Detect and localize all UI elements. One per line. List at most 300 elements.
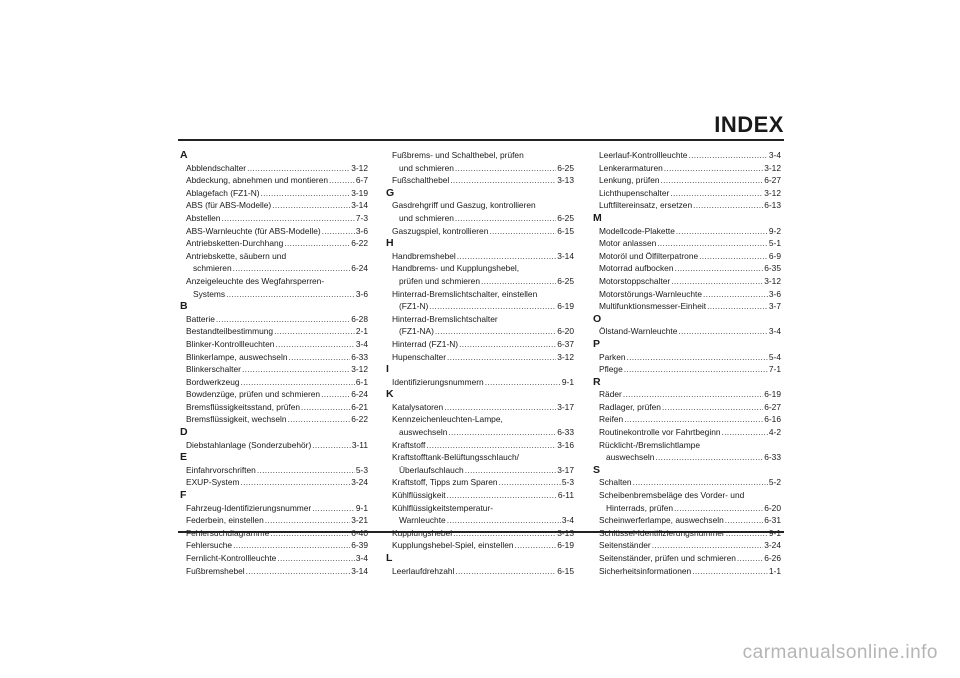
index-entry — [386, 539, 574, 552]
entry-page-number: 6-20 — [557, 326, 574, 337]
index-entry — [593, 300, 781, 313]
index-entry — [386, 464, 574, 477]
entry-term: und schmieren — [392, 212, 454, 223]
dot-leader — [661, 174, 764, 187]
index-entry — [593, 363, 781, 376]
dot-leader — [233, 539, 350, 552]
entry-term: Überlaufschlauch — [392, 464, 464, 475]
index-letter-heading: D — [180, 426, 188, 439]
dot-leader — [429, 300, 556, 313]
entry-term: Einfahrvorschriften — [186, 464, 256, 475]
index-letter-heading: S — [593, 463, 601, 476]
index-entry-line: Kraftstofftank-Belüftungsschlauch/ — [392, 452, 519, 463]
dot-leader — [241, 376, 355, 389]
dot-leader — [226, 288, 355, 301]
index-entry-line: Antriebskette, säubern und — [186, 250, 287, 261]
entry-term: Lenkerarmaturen — [599, 162, 663, 173]
index-entry-line: Handbrems- und Kupplungshebel, — [392, 263, 520, 274]
dot-leader — [678, 325, 768, 338]
dot-leader — [699, 250, 768, 263]
index-entry — [386, 325, 574, 338]
index-entry — [180, 199, 368, 212]
index-entry — [593, 325, 781, 338]
index-entry — [386, 489, 574, 502]
entry-page-number: 6-22 — [351, 414, 368, 425]
dot-leader — [221, 212, 354, 225]
dot-leader — [485, 376, 561, 389]
index-entry — [593, 413, 781, 426]
entry-page-number: 6-19 — [764, 389, 781, 400]
index-entry — [180, 313, 368, 326]
index-entry-line: Gasdrehgriff und Gaszug, kontrollieren — [392, 200, 536, 211]
entry-page-number: 6-13 — [764, 200, 781, 211]
entry-page-number: 6-22 — [351, 238, 368, 249]
index-entry — [386, 527, 574, 540]
entry-term: Federbein, einstellen — [186, 515, 264, 526]
index-entry-line: Anzeigeleuchte des Wegfahrsperren- — [186, 275, 325, 286]
entry-term: Motor anlassen — [599, 238, 657, 249]
dot-leader — [671, 275, 763, 288]
entry-term: Bremsflüssigkeit, wechseln — [186, 414, 287, 425]
entry-page-number: 9-1 — [355, 502, 368, 513]
index-letter-heading: L — [386, 552, 393, 564]
index-entry — [593, 275, 781, 288]
dot-leader — [726, 527, 768, 540]
dot-leader — [233, 262, 351, 275]
entry-term — [599, 527, 725, 540]
index-entry — [386, 565, 574, 578]
entry-term: Leerlauf-Kontrollleuchte — [599, 150, 688, 160]
index-entry — [593, 514, 781, 527]
dot-leader — [242, 363, 350, 376]
watermark: carmanualsonline.info — [742, 642, 938, 663]
entry-page-number: 3-4 — [561, 515, 574, 526]
index-entry — [593, 288, 781, 301]
index-column-3 — [593, 149, 781, 577]
entry-term: Bordwerkzeug — [186, 376, 240, 387]
index-entry — [593, 149, 781, 162]
entry-term: Luftfiltereinsatz, ersetzen — [599, 200, 693, 211]
entry-term: Gaszugspiel, kontrollieren — [392, 225, 489, 236]
index-entry — [593, 174, 781, 187]
dot-leader — [241, 476, 351, 489]
dot-leader — [447, 514, 561, 527]
index-entry — [180, 539, 368, 552]
index-entry — [593, 262, 781, 275]
entry-page-number: 3-17 — [557, 464, 574, 475]
index-entry — [180, 413, 368, 426]
entry-page-number: 6-16 — [764, 414, 781, 425]
index-entry — [386, 225, 574, 238]
index-entry — [593, 250, 781, 263]
index-letter-heading: I — [386, 363, 389, 376]
index-entry — [593, 187, 781, 200]
entry-term: prüfen und schmieren — [392, 275, 480, 286]
index-letter-heading: K — [386, 388, 394, 401]
entry-term: Ölstand-Warnleuchte — [599, 326, 678, 337]
entry-term — [392, 527, 452, 540]
dot-leader — [627, 351, 768, 364]
index-entry-line: Hinterrad-Bremslichtschalter — [392, 313, 498, 324]
entry-term: Antriebsketten-Durchhang — [186, 238, 284, 249]
index-entry-line: Kühlflüssigkeitstemperatur- — [392, 502, 494, 513]
entry-page-number: 6-20 — [764, 502, 781, 513]
entry-page-number: 5-2 — [768, 477, 781, 488]
dot-leader — [707, 300, 768, 313]
dot-leader — [272, 199, 350, 212]
entry-term: Routinekontrolle vor Fahrtbeginn — [599, 427, 721, 438]
entry-term: Katalysatoren — [392, 401, 444, 412]
entry-page-number: 6-19 — [557, 540, 574, 551]
dot-leader — [499, 476, 561, 489]
dot-leader — [481, 275, 556, 288]
index-entry — [386, 439, 574, 452]
dot-leader — [692, 565, 768, 578]
dot-leader — [275, 338, 354, 351]
dot-leader — [301, 401, 350, 414]
index-entry — [593, 565, 781, 578]
entry-term: Parken — [599, 351, 626, 362]
index-entry — [386, 476, 574, 489]
entry-term: Sicherheitsinformationen — [599, 565, 692, 576]
entry-page-number: 3-6 — [768, 288, 781, 299]
entry-term: Fernlicht-Kontrollleuchte — [186, 553, 277, 563]
dot-leader — [652, 539, 764, 552]
dot-leader — [288, 413, 351, 426]
index-entry — [180, 376, 368, 389]
entry-page-number: 3-4 — [768, 150, 781, 160]
entry-term: Identifizierungsnummern — [392, 376, 484, 387]
entry-page-number: 3-17 — [557, 401, 574, 412]
entry-term: Hinterrad (FZ1-N) — [392, 338, 459, 349]
entry-term: Blinker-Kontrollleuchten — [186, 338, 275, 349]
index-entry — [180, 325, 368, 338]
entry-page-number: 3-6 — [355, 225, 368, 236]
entry-term: Bestandteilbestimmung — [186, 326, 274, 337]
entry-term: Lenkung, prüfen — [599, 175, 660, 186]
dot-leader — [459, 338, 556, 351]
index-entry — [180, 262, 368, 275]
index-entry — [386, 338, 574, 351]
index-entry — [180, 351, 368, 364]
index-entry — [593, 162, 781, 175]
dot-leader — [489, 225, 556, 238]
dot-leader — [321, 388, 350, 401]
page-title: INDEX — [714, 112, 784, 137]
entry-page-number: 1-1 — [768, 565, 781, 576]
dot-leader — [693, 199, 763, 212]
index-entry — [386, 162, 574, 175]
entry-page-number: 3-12 — [557, 351, 574, 362]
dot-leader — [261, 187, 351, 200]
entry-page-number: 3-24 — [351, 477, 368, 488]
dot-leader — [257, 464, 355, 477]
entry-page-number: 5-1 — [768, 238, 781, 249]
dot-leader — [455, 212, 556, 225]
index-entry — [180, 401, 368, 414]
entry-page-number: 6-7 — [355, 175, 368, 186]
entry-page-number: 3-12 — [764, 275, 781, 286]
entry-term: Motorstoppschalter — [599, 275, 671, 286]
entry-page-number: 6-26 — [764, 553, 781, 563]
dot-leader — [455, 162, 556, 175]
index-entry — [593, 552, 781, 565]
top-rule — [178, 139, 784, 141]
entry-page-number: 6-19 — [557, 301, 574, 312]
index-entry — [593, 237, 781, 250]
dot-leader — [674, 502, 763, 515]
entry-term: Blinkerlampe, auswechseln — [186, 351, 288, 362]
entry-term: Räder — [599, 389, 622, 400]
entry-term: Leerlaufdrehzahl — [392, 565, 455, 576]
index-entry — [386, 275, 574, 288]
entry-page-number: 2-1 — [355, 326, 368, 337]
bottom-rule — [178, 531, 784, 533]
dot-leader — [329, 174, 355, 187]
dot-leader — [447, 489, 557, 502]
dot-leader — [457, 250, 556, 263]
entry-term: Fahrzeug-Identifizierungsnummer — [186, 502, 312, 513]
index-entry — [593, 502, 781, 515]
entry-term: Modellcode-Plakette — [599, 225, 675, 236]
index-entry — [180, 162, 368, 175]
entry-page-number — [557, 527, 574, 540]
entry-term: Fußschalthebel — [392, 175, 450, 186]
entry-page-number: 9-2 — [768, 225, 781, 236]
entry-page-number: 6-31 — [764, 515, 781, 526]
entry-page-number: 6-11 — [557, 490, 574, 501]
index-entry — [180, 363, 368, 376]
entry-page-number: 3-7 — [768, 301, 781, 312]
entry-page-number: 6-9 — [768, 250, 781, 261]
index-entry — [593, 225, 781, 238]
entry-page-number: 6-33 — [557, 427, 574, 438]
index-entry — [593, 539, 781, 552]
entry-page-number: 6-33 — [764, 452, 781, 463]
index-entry — [386, 426, 574, 439]
entry-page-number: 7-1 — [768, 364, 781, 375]
dot-leader — [737, 552, 763, 565]
entry-term: Motoröl und Ölfilterpatrone — [599, 250, 699, 261]
index-entry — [180, 212, 368, 225]
dot-leader — [450, 174, 556, 187]
entry-term — [186, 527, 269, 540]
entry-term: schmieren — [186, 263, 232, 274]
dot-leader — [662, 401, 763, 414]
dot-leader — [624, 413, 763, 426]
entry-page-number: 6-21 — [351, 401, 368, 412]
index-letter-heading: P — [593, 337, 601, 350]
dot-leader — [664, 162, 763, 175]
index-letter-heading: A — [180, 149, 188, 161]
index-entry — [180, 527, 368, 540]
index-entry — [593, 401, 781, 414]
entry-term: Hupenschalter — [392, 351, 447, 362]
index-entry — [386, 250, 574, 263]
entry-page-number: 3-14 — [557, 250, 574, 261]
entry-page-number: 5-3 — [355, 464, 368, 475]
entry-term: auswechseln — [599, 452, 655, 463]
entry-page-number: 5-4 — [768, 351, 781, 362]
entry-term: Batterie — [186, 313, 215, 324]
index-entry-line: Hinterrad-Bremslichtschalter, einstellen — [392, 288, 538, 299]
entry-page-number: 6-27 — [764, 401, 781, 412]
index-entry — [180, 439, 368, 452]
index-letter-heading: O — [593, 312, 602, 325]
index-letter-heading: B — [180, 300, 188, 313]
entry-term: ABS-Warnleuchte (für ABS-Modelle) — [186, 225, 321, 236]
entry-term: (FZ1-NA) — [392, 326, 434, 337]
entry-page-number: 4-2 — [768, 427, 781, 438]
entry-term: Radlager, prüfen — [599, 401, 661, 412]
dot-leader — [725, 514, 763, 527]
dot-leader — [448, 426, 556, 439]
entry-page-number — [351, 527, 368, 540]
index-entry — [386, 514, 574, 527]
dot-leader — [688, 149, 767, 162]
index-entry — [593, 199, 781, 212]
dot-leader — [623, 388, 763, 401]
entry-term: ABS (für ABS-Modelle) — [186, 200, 272, 211]
index-entry — [180, 174, 368, 187]
index-column-1 — [180, 149, 368, 577]
entry-page-number: 6-28 — [351, 313, 368, 324]
index-entry — [593, 451, 781, 464]
dot-leader — [426, 439, 556, 452]
index-entry — [386, 300, 574, 313]
dot-leader — [633, 476, 768, 489]
index-entry — [180, 187, 368, 200]
index-letter-heading: F — [180, 489, 187, 502]
index-entry-line: Scheibenbremsbeläge des Vorder- und — [599, 490, 745, 501]
index-entry — [180, 237, 368, 250]
dot-leader — [274, 325, 355, 338]
dot-leader — [247, 162, 350, 175]
entry-term: Handbremshebel — [392, 250, 456, 261]
entry-term: Blinkerschalter — [186, 364, 241, 375]
entry-page-number: 3-11 — [351, 439, 368, 450]
entry-page-number: 6-15 — [557, 565, 574, 576]
dot-leader — [435, 325, 556, 338]
entry-page-number: 3-13 — [557, 175, 574, 186]
index-entry — [593, 351, 781, 364]
index-entry — [386, 351, 574, 364]
index-entry — [593, 426, 781, 439]
entry-page-number: 3-6 — [355, 288, 368, 299]
index-entry — [593, 476, 781, 489]
entry-term: Motorrad aufbocken — [599, 263, 674, 274]
entry-page-number: 3-4 — [768, 326, 781, 337]
entry-term: Multifunktionsmesser-Einheit — [599, 301, 707, 312]
dot-leader — [270, 527, 350, 540]
index-entry — [386, 401, 574, 414]
dot-leader — [444, 401, 556, 414]
entry-term: Bowdenzüge, prüfen und schmieren — [186, 389, 321, 400]
entry-term: und schmieren — [392, 162, 454, 173]
dot-leader — [670, 187, 763, 200]
dot-leader — [657, 237, 768, 250]
dot-leader — [246, 565, 351, 578]
entry-page-number: 6-24 — [351, 263, 368, 274]
dot-leader — [312, 439, 351, 452]
index-letter-heading: R — [593, 375, 601, 388]
entry-term: EXUP-System — [186, 477, 240, 488]
dot-leader — [322, 225, 355, 238]
entry-term: Kühlflüssigkeit — [392, 490, 446, 501]
index-letter-heading: G — [386, 186, 395, 199]
index-letter-heading: H — [386, 237, 394, 250]
entry-page-number: 6-25 — [557, 275, 574, 286]
entry-term: Abstellen — [186, 212, 221, 223]
entry-page-number: 3-12 — [351, 364, 368, 375]
entry-term: Fehlersuche — [186, 540, 233, 551]
dot-leader — [277, 552, 355, 565]
index-entry — [593, 388, 781, 401]
dot-leader — [515, 539, 557, 552]
entry-page-number: 3-19 — [351, 187, 368, 198]
dot-leader — [288, 351, 350, 364]
index-entry — [180, 388, 368, 401]
index-entry — [180, 225, 368, 238]
index-entry — [593, 527, 781, 540]
index-letter-heading: M — [593, 211, 602, 224]
index-entry-line: Fußbrems- und Schalthebel, prüfen — [392, 150, 524, 160]
entry-term: Abblendschalter — [186, 162, 247, 173]
entry-page-number: 7-3 — [355, 212, 368, 223]
entry-page-number: 3-14 — [351, 200, 368, 211]
dot-leader — [655, 451, 763, 464]
entry-term: Scheinwerferlampe, auswechseln — [599, 515, 724, 526]
entry-term: Seitenständer, prüfen und schmieren — [599, 553, 736, 563]
dot-leader — [453, 527, 556, 540]
entry-term: Fußbremshebel — [186, 565, 245, 576]
dot-leader — [455, 565, 556, 578]
index-entry — [180, 502, 368, 515]
dot-leader — [216, 313, 350, 326]
entry-term: Schalten — [599, 477, 632, 488]
entry-term: Warnleuchte — [392, 515, 446, 526]
entry-term: (FZ1-N) — [392, 301, 429, 312]
entry-page-number: 6-35 — [764, 263, 781, 274]
entry-page-number: 3-14 — [351, 565, 368, 576]
entry-page-number: 3-12 — [764, 187, 781, 198]
index-column-2 — [386, 149, 574, 577]
entry-page-number — [769, 527, 781, 540]
dot-leader — [675, 262, 764, 275]
index-letter-heading: E — [180, 451, 188, 464]
entry-page-number: 3-16 — [557, 439, 574, 450]
entry-page-number: 6-25 — [557, 162, 574, 173]
entry-term: Seitenständer — [599, 540, 651, 551]
dot-leader — [312, 502, 355, 515]
entry-page-number: 6-27 — [764, 175, 781, 186]
dot-leader — [703, 288, 768, 301]
index-entry — [180, 338, 368, 351]
dot-leader — [284, 237, 350, 250]
entry-page-number: 6-37 — [557, 338, 574, 349]
index-entry-line: Rücklicht-/Bremslichtlampe — [599, 439, 700, 450]
dot-leader — [722, 426, 768, 439]
entry-page-number: 3-12 — [764, 162, 781, 173]
index-entry — [180, 464, 368, 477]
entry-term: Reifen — [599, 414, 624, 425]
entry-page-number: 3-12 — [351, 162, 368, 173]
entry-page-number: 6-25 — [557, 212, 574, 223]
dot-leader — [624, 363, 768, 376]
entry-page-number: 9-1 — [561, 376, 574, 387]
entry-page-number: 3-4 — [355, 553, 368, 563]
entry-term: Motorstörungs-Warnleuchte — [599, 288, 703, 299]
